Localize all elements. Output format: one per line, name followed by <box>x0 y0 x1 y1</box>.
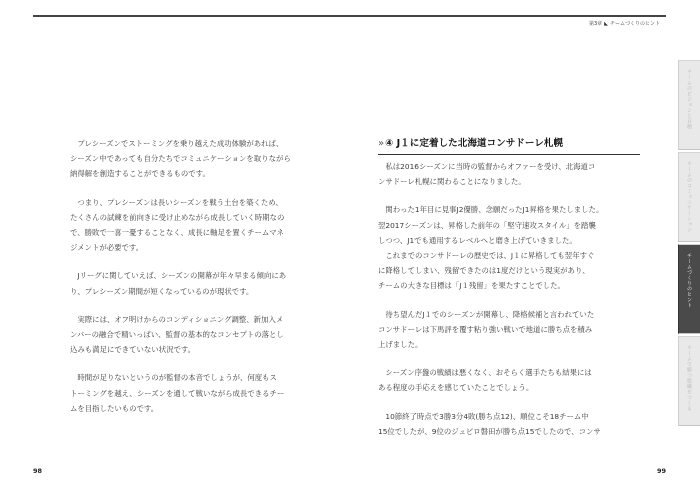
left-paragraph-3: Jリーグに関していえば、シーズンの開幕が年々早まる傾向にあ り、プレシーズン期間が短くなっているのが現状です。 <box>70 271 287 296</box>
left-paragraph-4: 実際には、オフ明けからのコンディショニング調整、新加入メ ンバーの融合で精いっぱい、監督の基本的なコンセプトの落とし 込みも満足にできていない状況です。 <box>70 314 284 355</box>
chapter-tab-4[interactable] <box>678 336 700 426</box>
chapter-tab-3-active[interactable] <box>678 244 700 334</box>
chapter-tab-1[interactable] <box>678 60 700 150</box>
left-paragraph-1: プレシーズンでストーミングを乗り越えた成功体験があれば、 シーズン中であっても自分たちでコミュニケーションを取りながら 納得解を創造することができるものです。 <box>70 139 291 179</box>
right-paragraph-5: 10節終了時点で3勝3分4敗(勝ち点12)、順位こそ18チーム中 15位でしたが、9位のジュビロ磐田が勝ち点15でしたので、コンサ <box>378 411 601 436</box>
right-page-body <box>378 136 640 439</box>
page-number-left: 98 <box>33 467 43 475</box>
running-head-title: チームづくりのヒント <box>609 21 660 27</box>
running-head-chapter: 第3章 <box>588 21 603 27</box>
section-title: ④ J１に定着した北海道コンサドーレ札幌 <box>385 138 564 150</box>
chapter-tab-label: チームづくりのヒント <box>686 253 692 308</box>
chapter-tab-2[interactable] <box>678 152 700 242</box>
chapter-marker-icon: ◣ <box>604 20 608 27</box>
running-head <box>589 20 660 27</box>
right-paragraph-3: 待ち望んだJ１でのシーズンが開幕し、降格候補と言われていた コンサドーレは下馬評を覆す粘り強い戦いで地道に勝ち点を積み 上げました。 <box>378 309 595 350</box>
chapter-tab-label: チームのコミュニケーション <box>686 161 692 233</box>
chapter-index-tabs <box>678 60 700 428</box>
section-chevron-icon: » <box>378 138 383 150</box>
page-number-right: 99 <box>657 467 667 475</box>
chapter-tab-label: チームで勝つ組織をつくる <box>686 345 692 411</box>
section-heading <box>378 136 640 155</box>
left-page-body <box>70 136 318 429</box>
chapter-tab-label: チームのビジョンと目標 <box>686 69 692 130</box>
left-paragraph-5: 時間が足りないというのが監督の本音でしょうが、何度もス トーミングを越え、シーズンを通して戦いながら成長できるチー ムを目指したいものです。 <box>70 373 285 413</box>
right-paragraph-1: 私は2016シーズンに当時の監督からオファーを受け、北海道コ ンサドーレ札幌に関わることになりました。 <box>378 162 596 187</box>
left-paragraph-2: つまり、プレシーズンは長いシーズンを戦う土台を築くため、 たくさんの試練を前向きに受け止めながら成長していく時期なの で、勝敗で一喜一憂することなく、成長に軸足を置くチームマネ ジメントが必要です。 <box>70 197 285 253</box>
right-paragraph-4: シーズン序盤の戦績は悪くなく、おそらく選手たちも結果には ある程度の手応えを感じていたことでしょう。 <box>378 368 592 393</box>
right-paragraph-2: 関わった1年目に見事J2優勝、念願だったJ1昇格を果たしました。 翌2017シーズンは、昇格した前年の「堅守速攻スタイル」を踏襲 しつつ、J1でも通用するレベルへと磨き上げていきました。 これまでのコンサドーレの歴史では、J１に昇格しても翌年すぐ に降格してしまい、残留できたのは1度だけという現実があり、 チームの大きな目標は「J１残留」を果たすことでした。 <box>378 205 604 291</box>
top-rule <box>33 15 666 17</box>
